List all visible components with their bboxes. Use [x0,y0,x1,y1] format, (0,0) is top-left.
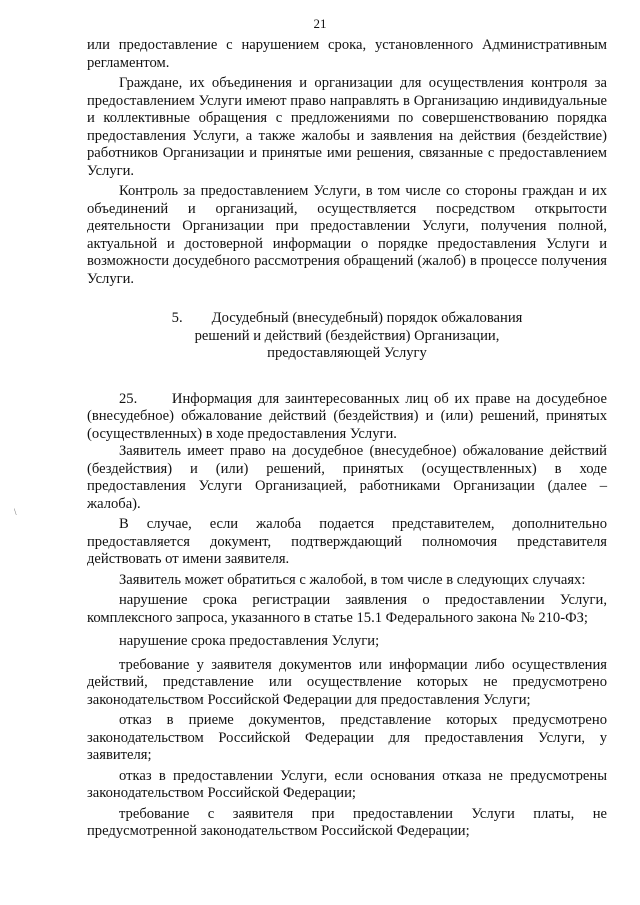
paragraph-item-25: 25. Информация для заинтересованных лиц об их праве на досудебное (внесудебное) обжалование действий (бездействия) и (или) решений, принятых (осуществленных) в ходе предоставления Услуги. [87,390,611,442]
paragraph: или предоставление с нарушением срока, установленного Административным регламентом. [87,37,607,71]
list-item: отказ в приеме документов, представление которых предусмотрено законодательством Российской Федерации для предоставления Услуги, у заявителя; [87,712,607,763]
list-item: нарушение срока предоставления Услуги; [119,633,380,649]
paragraph: Заявитель имеет право на досудебное (внесудебное) обжалование действий (бездействия) и (или) решений, принятых (осуществленных) в ходе предоставления Услуги Организацией, работниками Организации (далее – жалоба). [87,443,607,512]
paragraph: Заявитель может обратиться с жалобой, в том числе в следующих случаях: [119,571,586,588]
document-body [87,37,611,841]
list-item: требование у заявителя документов или информации либо осуществления действий, представление или осуществление которых не предусмотрено законодательством Российской Федерации для предоставления Услуги; [87,656,607,708]
section-title-line-2: решений и действий (бездействия) Организации, [194,327,500,344]
paragraph: В случае, если жалоба подается представителем, дополнительно предоставляется документ, подтверждающий полномочия представителя действовать от имени заявителя. [87,516,607,567]
stray-mark: \ [14,507,17,517]
paragraph: Контроль за предоставлением Услуги, в том числе со стороны граждан и их объединений и организаций, осуществляется посредством открытости деятельности Организации при предоставлении Услуги, получения полной, актуальной и достоверной информации о порядке предоставления Услуги и возможности досудебного рассмотрения обращений (жалоб) в процессе получения Услуги. [87,183,607,287]
section-title-line-1: Досудебный (внесудебный) порядок обжалования [211,310,523,326]
section-number: 5. [171,310,183,326]
list-item: отказ в предоставлении Услуги, если основания отказа не предусмотрены законодательством Российской Федерации; [87,767,607,801]
section-title-line-3: предоставляющей Услугу [267,345,427,361]
section-heading [87,310,607,363]
paragraph: Граждане, их объединения и организации для осуществления контроля за предоставлением Услуги имеют право направлять в Организацию индивидуальные и коллективные обращения с предложениями по совершенствованию порядка предоставления Услуги, а также жалобы и заявления на действия (бездействие) работников Организации и принятые ими решения, связанные с предоставлением Услуги. [87,75,607,179]
list-item: нарушение срока регистрации заявления о предоставлении Услуги, комплексного запроса, указанного в статье 15.1 Федерального закона № 210-ФЗ; [87,592,607,626]
list-item: требование с заявителя при предоставлении Услуги платы, не предусмотренной законодательством Российской Федерации; [87,805,607,839]
page-number: 21 [313,16,327,31]
